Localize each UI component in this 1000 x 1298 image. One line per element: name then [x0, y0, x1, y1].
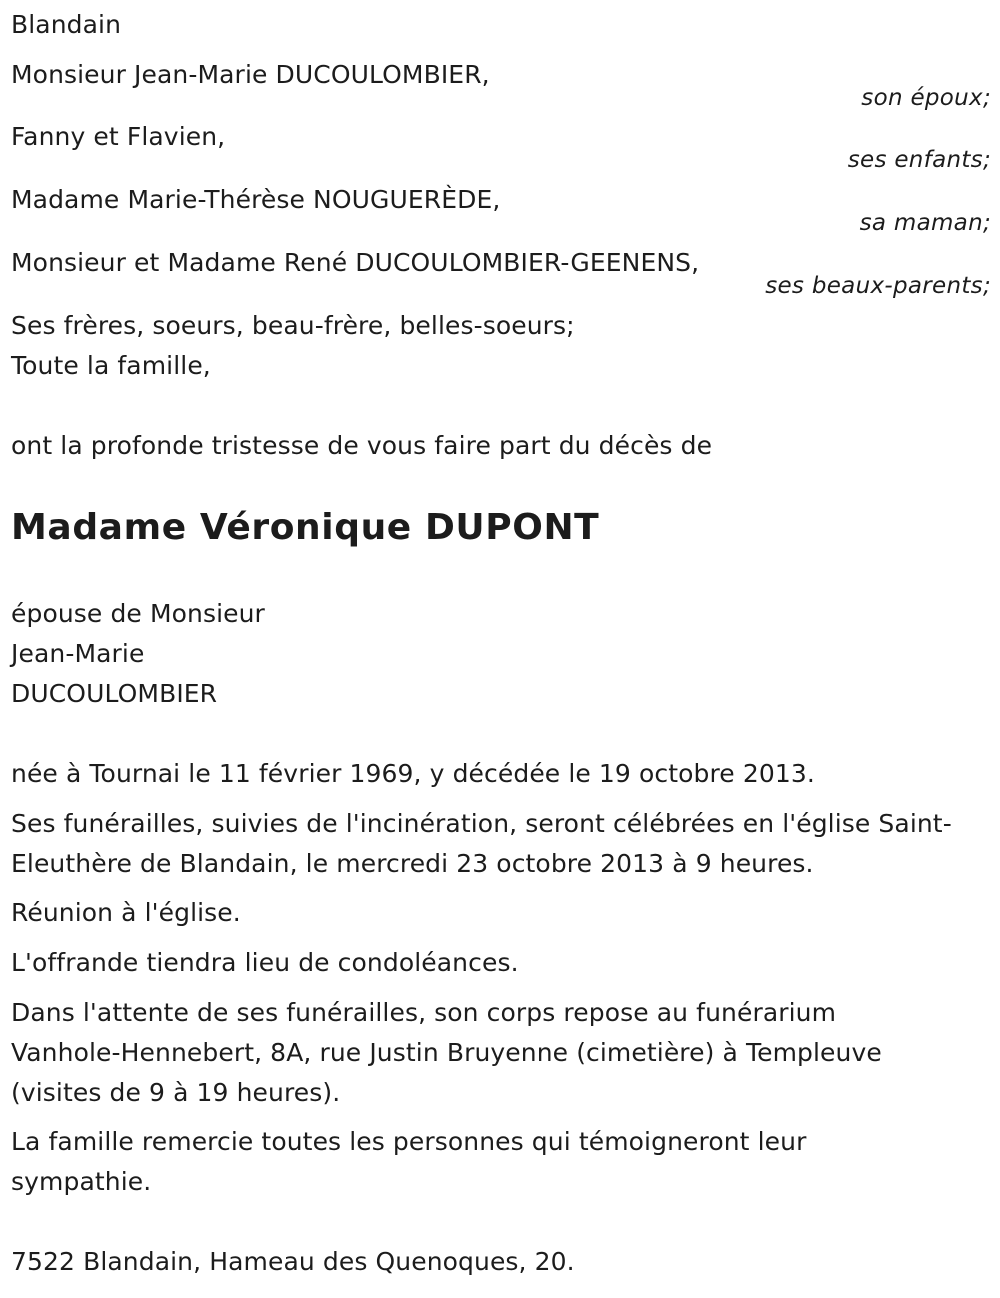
family-member-role: ses beaux-parents; [765, 273, 991, 299]
announcement-text: ont la profonde tristesse de vous faire part du décès de [11, 431, 713, 460]
address-text: 7522 Blandain, Hameau des Quenoques, 20. [11, 1247, 575, 1276]
funeral-text-line: Eleuthère de Blandain, le mercredi 23 octobre 2013 à 9 heures. [11, 849, 814, 878]
thanks-text-line: sympathie. [11, 1167, 152, 1196]
deceased-name: Madame Véronique DUPONT [11, 507, 600, 548]
spouse-line: DUCOULOMBIER [11, 679, 218, 708]
repose-text-line: (visites de 9 à 19 heures). [11, 1078, 341, 1107]
header-location: Blandain [11, 10, 122, 39]
family-member-role: ses enfants; [847, 147, 991, 173]
offering-text: L'offrande tiendra lieu de condoléances. [11, 948, 519, 977]
repose-text-line: Dans l'attente de ses funérailles, son corps repose au funérarium [11, 998, 837, 1027]
family-member-role: sa maman; [859, 210, 991, 236]
thanks-text-line: La famille remercie toutes les personnes qui témoigneront leur [11, 1127, 807, 1156]
repose-text-line: Vanhole-Hennebert, 8A, rue Justin Bruyenne (cimetière) à Templeuve [11, 1038, 882, 1067]
family-member-name: Madame Marie-Thérèse NOUGUERÈDE, [11, 185, 501, 214]
spouse-line: épouse de Monsieur [11, 599, 265, 628]
other-relatives: Ses frères, soeurs, beau-frère, belles-soeurs; [11, 311, 575, 340]
spouse-line: Jean-Marie [11, 639, 145, 668]
birth-death-text: née à Tournai le 11 février 1969, y décédée le 19 octobre 2013. [11, 759, 815, 788]
obituary-notice [11, 0, 991, 1298]
family-member-name: Fanny et Flavien, [11, 122, 226, 151]
funeral-text-line: Ses funérailles, suivies de l'incinération, seront célébrées en l'église Saint- [11, 809, 952, 838]
family-member-name: Monsieur Jean-Marie DUCOULOMBIER, [11, 60, 490, 89]
family-member-role: son époux; [861, 85, 991, 111]
family-member-name: Monsieur et Madame René DUCOULOMBIER-GEENENS, [11, 248, 700, 277]
meeting-text: Réunion à l'église. [11, 898, 241, 927]
whole-family: Toute la famille, [11, 351, 211, 380]
